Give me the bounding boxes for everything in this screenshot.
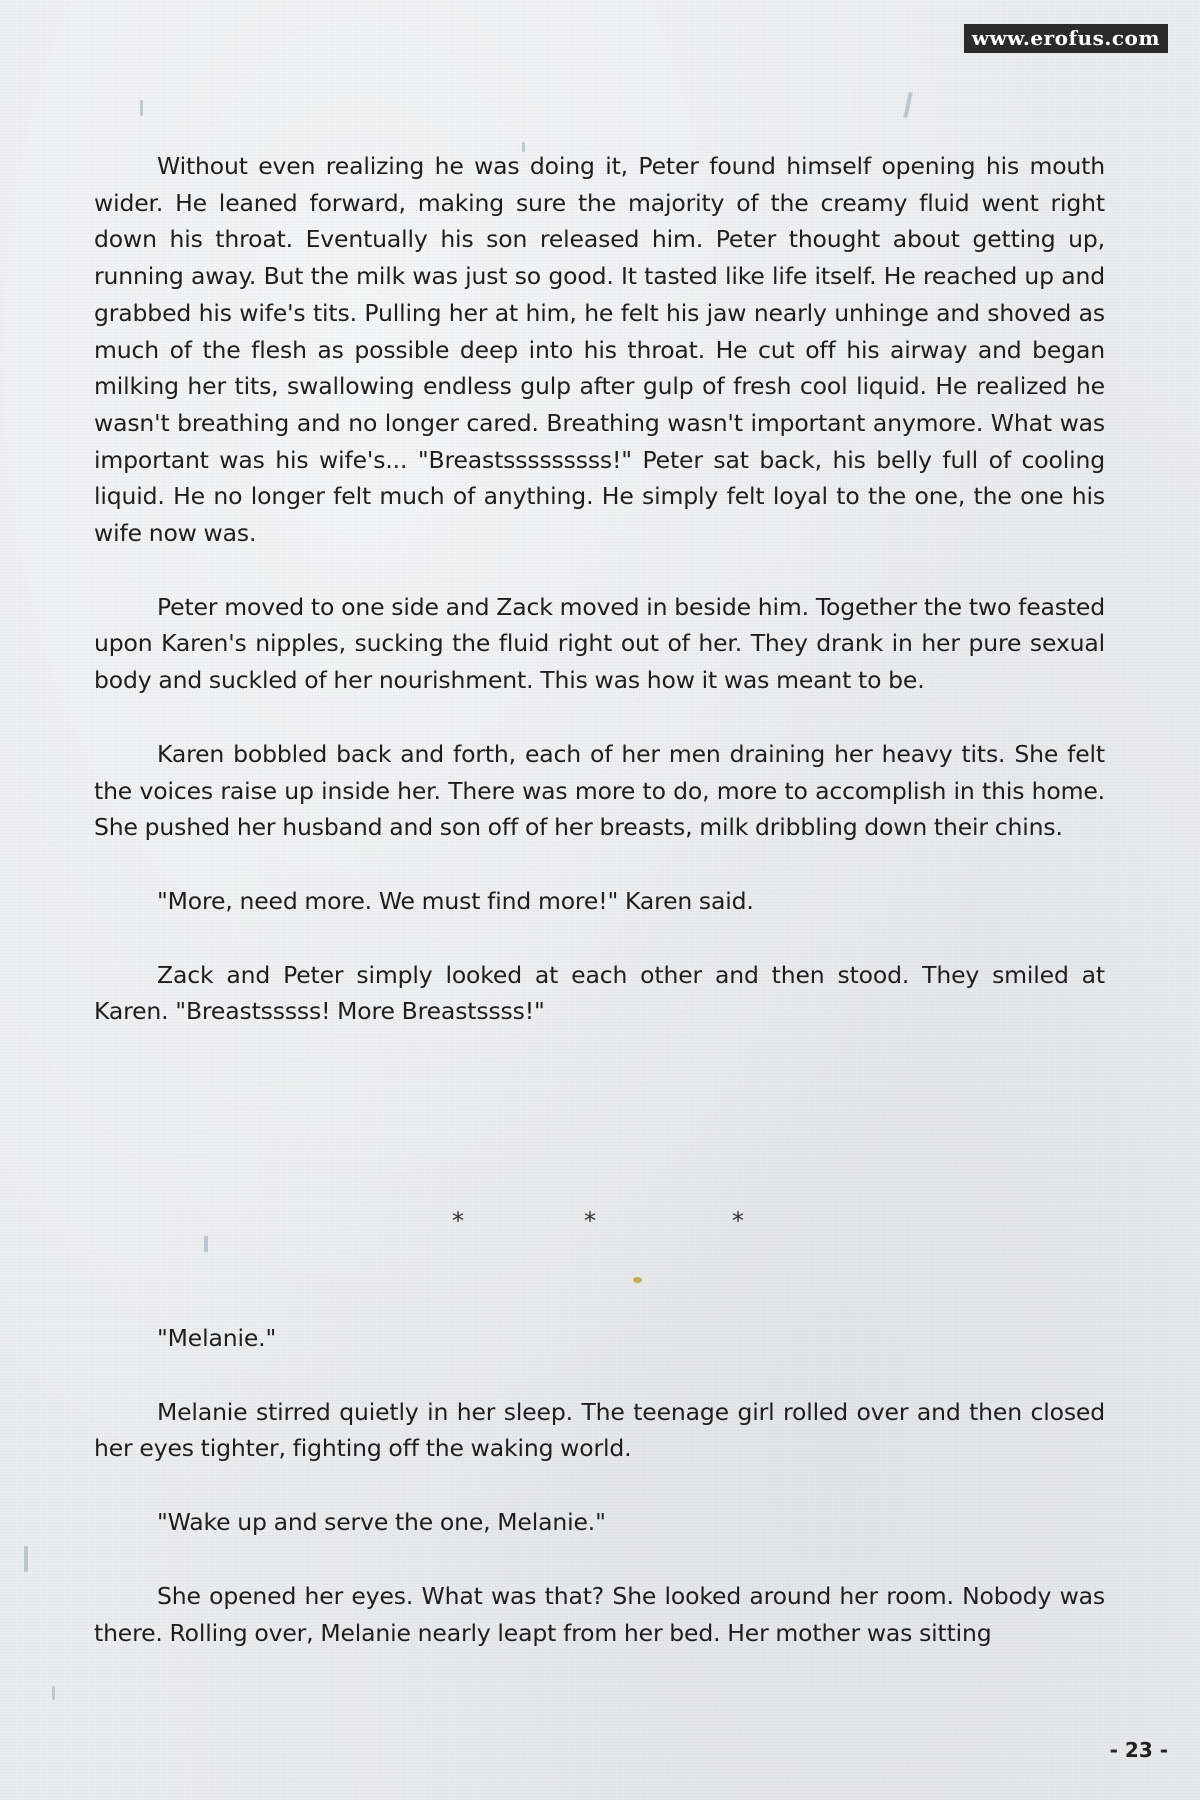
story-text-top	[94, 148, 1105, 1030]
paragraph: Peter moved to one side and Zack moved in beside him. Together the two feasted upon Karen's nipples, sucking the fluid right out of her. They drank in her pure sexual body and suckled of her nourishment. This was how it was meant to be.	[94, 592, 1105, 695]
paragraph: Zack and Peter simply looked at each other and then stood. They smiled at Karen. "Breastsssss! More Breastssss!"	[94, 960, 1105, 1026]
paragraph: "More, need more. We must find more!" Karen said.	[157, 886, 754, 915]
paper-speck	[903, 92, 912, 118]
paper-speck	[24, 1546, 28, 1572]
paragraph: Without even realizing he was doing it, Peter found himself opening his mouth wider. He leaned forward, making sure the majority of the creamy fluid went right down his throat. Eventually his son released him. Peter thought about getting up, running away. But the milk was just so good. It tasted like life itself. He reached up and grabbed his wife's tits. Pulling her at him, he felt his jaw nearly unhinge and shoved as much of the flesh as possible deep into his throat. He cut off his airway and began milking her tits, swallowing endless gulp after gulp of fresh cool liquid. He realized he wasn't breathing and no longer cared. Breathing wasn't important anymore. What was important was his wife's... "Breastsssssssss!" Peter sat back, his belly full of cooling liquid. He no longer felt much of anything. He simply felt loyal to the one, the one his wife now was.	[94, 152, 1105, 548]
site-watermark: www.erofus.com	[964, 24, 1168, 53]
paragraph: Melanie stirred quietly in her sleep. The teenage girl rolled over and then closed her eyes tighter, fighting off the waking world.	[94, 1397, 1105, 1463]
paper-speck	[140, 100, 143, 116]
separator-asterisk: *	[452, 1207, 464, 1235]
paper-stain	[633, 1277, 642, 1283]
section-separator	[0, 1207, 1200, 1247]
paragraph: She opened her eyes. What was that? She looked around her room. Nobody was there. Rolling over, Melanie nearly leapt from her bed. Her mother was sitting	[94, 1581, 1105, 1647]
page-number: - 23 -	[1109, 1738, 1168, 1762]
paragraph: "Melanie."	[157, 1324, 277, 1352]
separator-asterisk: *	[584, 1207, 596, 1235]
paragraph: "Wake up and serve the one, Melanie."	[157, 1508, 606, 1537]
paragraph: Karen bobbled back and forth, each of her men draining her heavy tits. She felt the voices raise up inside her. There was more to do, more to accomplish in this home. She pushed her husband and son off of her breasts, milk dribbling down their chins.	[94, 739, 1105, 842]
story-text-bottom	[94, 1320, 1105, 1651]
paper-speck	[52, 1686, 55, 1700]
separator-asterisk: *	[732, 1207, 744, 1235]
